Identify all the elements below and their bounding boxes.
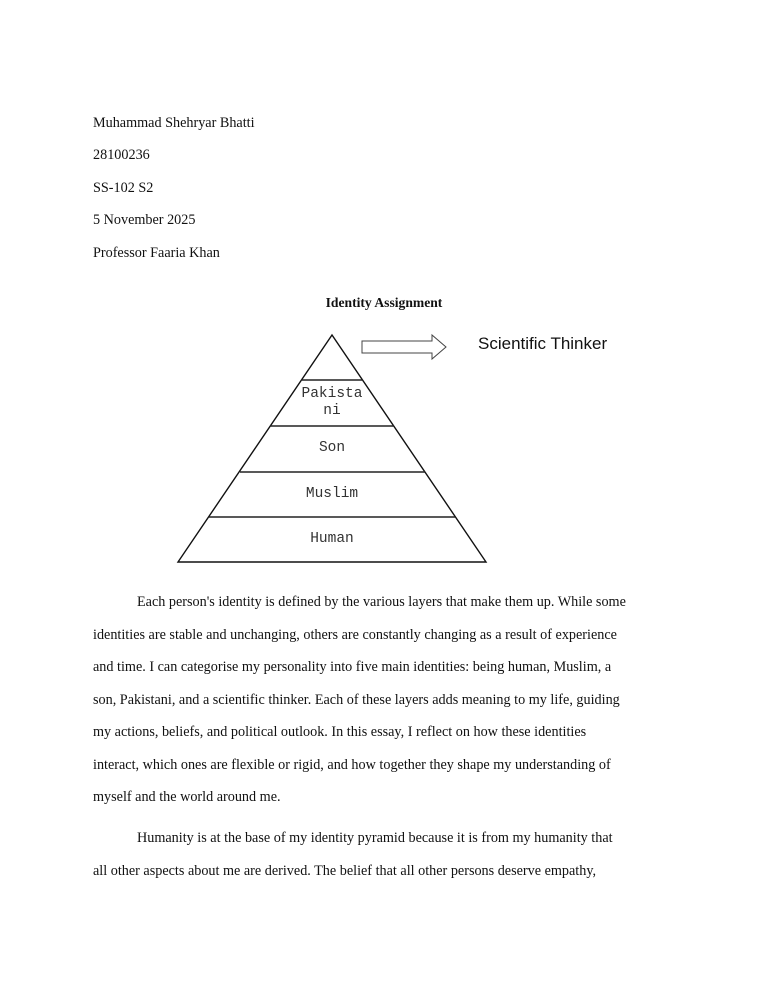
text-line: identities are stable and unchanging, others are constantly changing as a result of experience <box>93 627 617 643</box>
text-line: Humanity is at the base of my identity pyramid because it is from my humanity that <box>137 830 613 846</box>
text-line: interact, which ones are flexible or rigid, and how together they shape my understanding of <box>93 757 611 773</box>
text-line: all other aspects about me are derived. The belief that all other persons deserve empathy, <box>93 863 597 879</box>
layer-label-line: Pakista <box>301 386 363 402</box>
layer-label-line: ni <box>323 403 341 419</box>
layer-muslim: Muslim <box>305 486 359 502</box>
scientific-thinker-label: Scientific Thinker <box>478 334 608 353</box>
student-id: 28100236 <box>93 147 150 163</box>
course-code: SS-102 S2 <box>93 180 154 196</box>
author-name: Muhammad Shehryar Bhatti <box>93 115 255 131</box>
professor-name: Professor Faaria Khan <box>93 245 220 261</box>
document-title: Identity Assignment <box>325 295 443 310</box>
layer-son: Son <box>318 440 346 456</box>
arrow-right-icon <box>362 335 446 359</box>
text-line: my actions, beliefs, and political outlook. In this essay, I reflect on how these identities <box>93 724 587 740</box>
layer-human: Human <box>310 531 354 547</box>
text-line: and time. I can categorise my personality into five main identities: being human, Muslim, a <box>93 659 612 675</box>
text-line: myself and the world around me. <box>93 789 281 805</box>
text-line: Each person's identity is defined by the various layers that make them up. While some <box>137 594 626 610</box>
layer-pakistani <box>282 386 382 420</box>
date: 5 November 2025 <box>93 212 196 228</box>
text-line: son, Pakistani, and a scientific thinker. Each of these layers adds meaning to my life, guiding <box>93 692 620 708</box>
